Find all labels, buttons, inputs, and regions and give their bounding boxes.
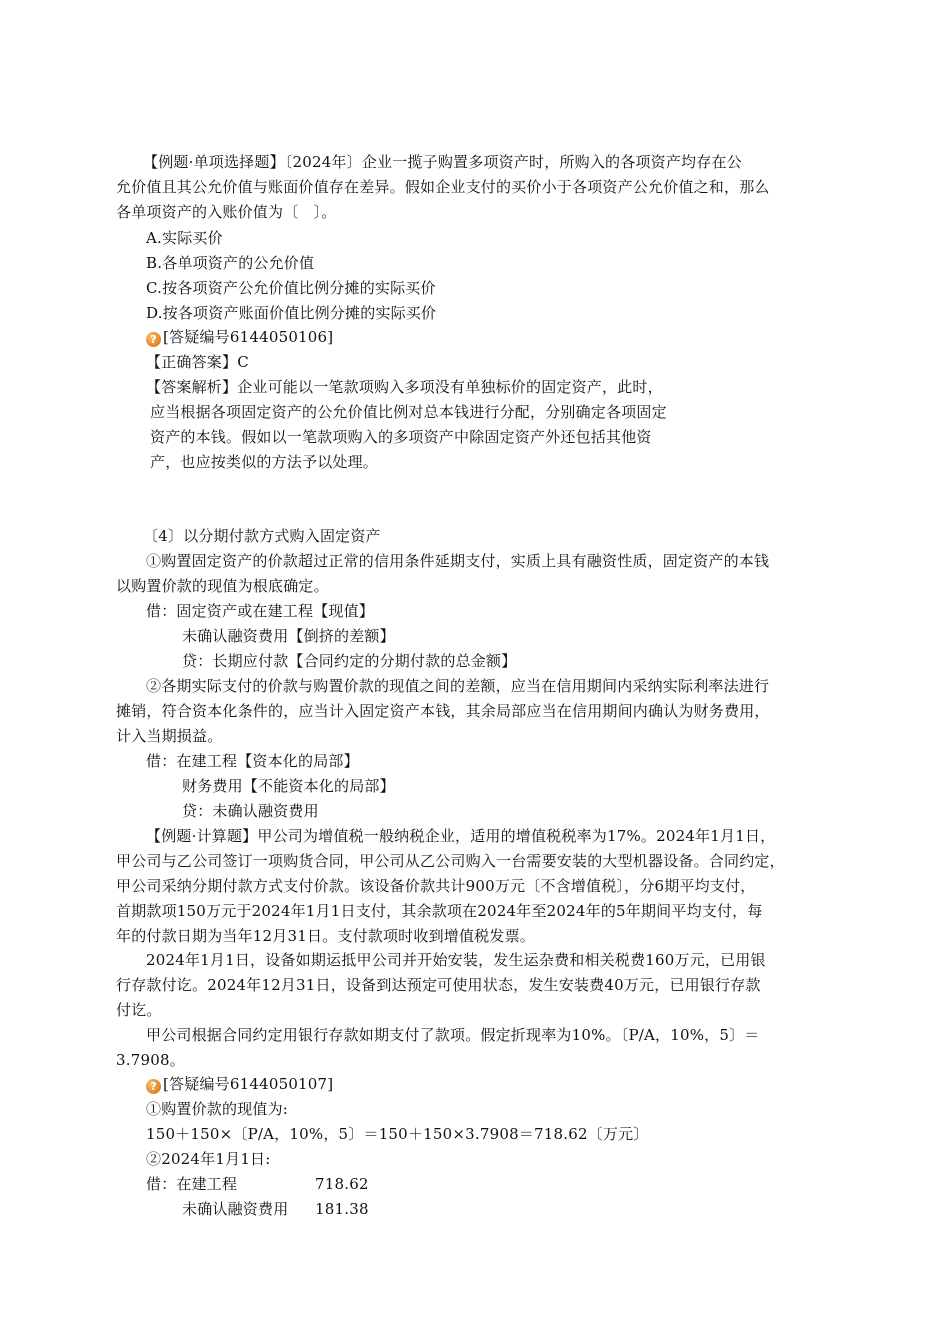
example2-question-line: 首期款项150万元于2024年1月1日支付，其余款项在2024年至2024年的5年期间平均支付，每	[116, 902, 763, 920]
question-badge-icon[interactable]: ?	[146, 332, 161, 347]
journal-entry-debit: 财务费用【不能资本化的局部】	[182, 777, 395, 795]
qa-number: [答疑编号6144050106]	[163, 328, 334, 346]
example2-install-line: 行存款付讫。2024年12月31日，设备到达预定可使用状态，发生安装费40万元，已用银行存款	[116, 976, 761, 994]
journal-entry-credit: 贷：未确认融资费用	[182, 802, 319, 820]
example2-question-line: 甲公司采纳分期付款方式支付价款。该设备价款共计900万元〔不含增值税〕，分6期平均支付，	[116, 877, 756, 895]
qa-reference-1	[146, 327, 333, 347]
section4-paragraph-line: ②各期实际支付的价款与购置价款的现值之间的差额，应当在信用期间内采纳实际利率法进行	[146, 677, 770, 695]
example2-install-line: 付讫。	[116, 1001, 162, 1019]
section-heading: 〔4〕以分期付款方式购入固定资产	[143, 527, 381, 545]
answer-analysis-line: 产，也应按类似的方法予以处理。	[150, 453, 379, 471]
answer-analysis-line: 资产的本钱。假如以一笔款项购入的多项资产中除固定资产外还包括其他资	[150, 428, 652, 446]
journal-entry-debit: 借：在建工程【资本化的局部】	[146, 752, 359, 770]
correct-answer: 【正确答案】C	[146, 353, 249, 371]
section4-paragraph-line: 摊销，符合资本化条件的，应当计入固定资产本钱，其余局部应当在信用期间内确认为财务费用，	[116, 702, 770, 720]
section4-paragraph-line: 计入当期损益。	[116, 727, 223, 745]
solution-formula: 150＋150×〔P/A，10%，5〕＝150＋150×3.7908＝718.62〔万元〕	[146, 1125, 649, 1143]
debit-label: 未确认融资费用	[182, 1200, 289, 1218]
example2-question-line: 甲公司与乙公司签订一项购货合同，甲公司从乙公司购入一台需要安装的大型机器设备。合同约定，	[116, 852, 785, 870]
example2-rate-line: 甲公司根据合同约定用银行存款如期支付了款项。假定折现率为10%。〔P/A，10%，5〕＝	[146, 1026, 760, 1044]
answer-analysis-line: 应当根据各项固定资产的公允价值比例对总本钱进行分配，分别确定各项固定	[150, 403, 667, 421]
example1-question-line: 【例题·单项选择题】〔2024年〕企业一揽子购置多项资产时，所购入的各项资产均存在公	[143, 153, 742, 171]
section4-paragraph-line: 以购置价款的现值为根底确定。	[116, 577, 329, 595]
debit-amount: 181.38	[315, 1200, 369, 1218]
example2-rate-line: 3.7908。	[116, 1051, 185, 1069]
section4-paragraph-line: ①购置固定资产的价款超过正常的信用条件延期支付，实质上具有融资性质，固定资产的本钱	[146, 552, 770, 570]
example1-question-line: 允价值且其公允价值与账面价值存在差异。假如企业支付的买价小于各项资产公允价值之和，那么	[116, 178, 770, 196]
journal-entry-credit: 贷：长期应付款【合同约定的分期付款的总金额】	[182, 652, 517, 670]
answer-analysis-line: 【答案解析】企业可能以一笔款项购入多项没有单独标价的固定资产，此时，	[146, 378, 663, 396]
example2-question-line: 【例题·计算题】甲公司为增值税一般纳税企业，适用的增值税税率为17%。2024年1月1日，	[146, 827, 776, 845]
qa-reference-2	[146, 1074, 333, 1094]
option-b: B.各单项资产的公允价值	[146, 254, 315, 272]
debit-amount: 718.62	[315, 1175, 369, 1193]
example2-install-line: 2024年1月1日，设备如期运抵甲公司并开始安装，发生运杂费和相关税费160万元，已用银	[146, 951, 766, 969]
solution-step-title: ②2024年1月1日:	[146, 1150, 271, 1168]
option-d: D.按各项资产账面价值比例分摊的实际买价	[146, 304, 437, 322]
option-c: C.按各项资产公允价值比例分摊的实际买价	[146, 279, 436, 297]
qa-number: [答疑编号6144050107]	[163, 1075, 334, 1093]
option-a: A.实际买价	[146, 229, 223, 247]
journal-entry-debit: 未确认融资费用【倒挤的差额】	[182, 627, 395, 645]
example1-question-line: 各单项资产的入账价值为〔 〕。	[116, 203, 337, 221]
question-badge-icon[interactable]: ?	[146, 1079, 161, 1094]
example2-question-line: 年的付款日期为当年12月31日。支付款项时收到增值税发票。	[116, 927, 535, 945]
journal-debit-row	[146, 1174, 446, 1194]
journal-entry-debit: 借：固定资产或在建工程【现值】	[146, 602, 375, 620]
solution-step-title: ①购置价款的现值为:	[146, 1100, 289, 1118]
journal-debit-row	[182, 1199, 482, 1219]
debit-label: 借：在建工程	[146, 1175, 238, 1193]
